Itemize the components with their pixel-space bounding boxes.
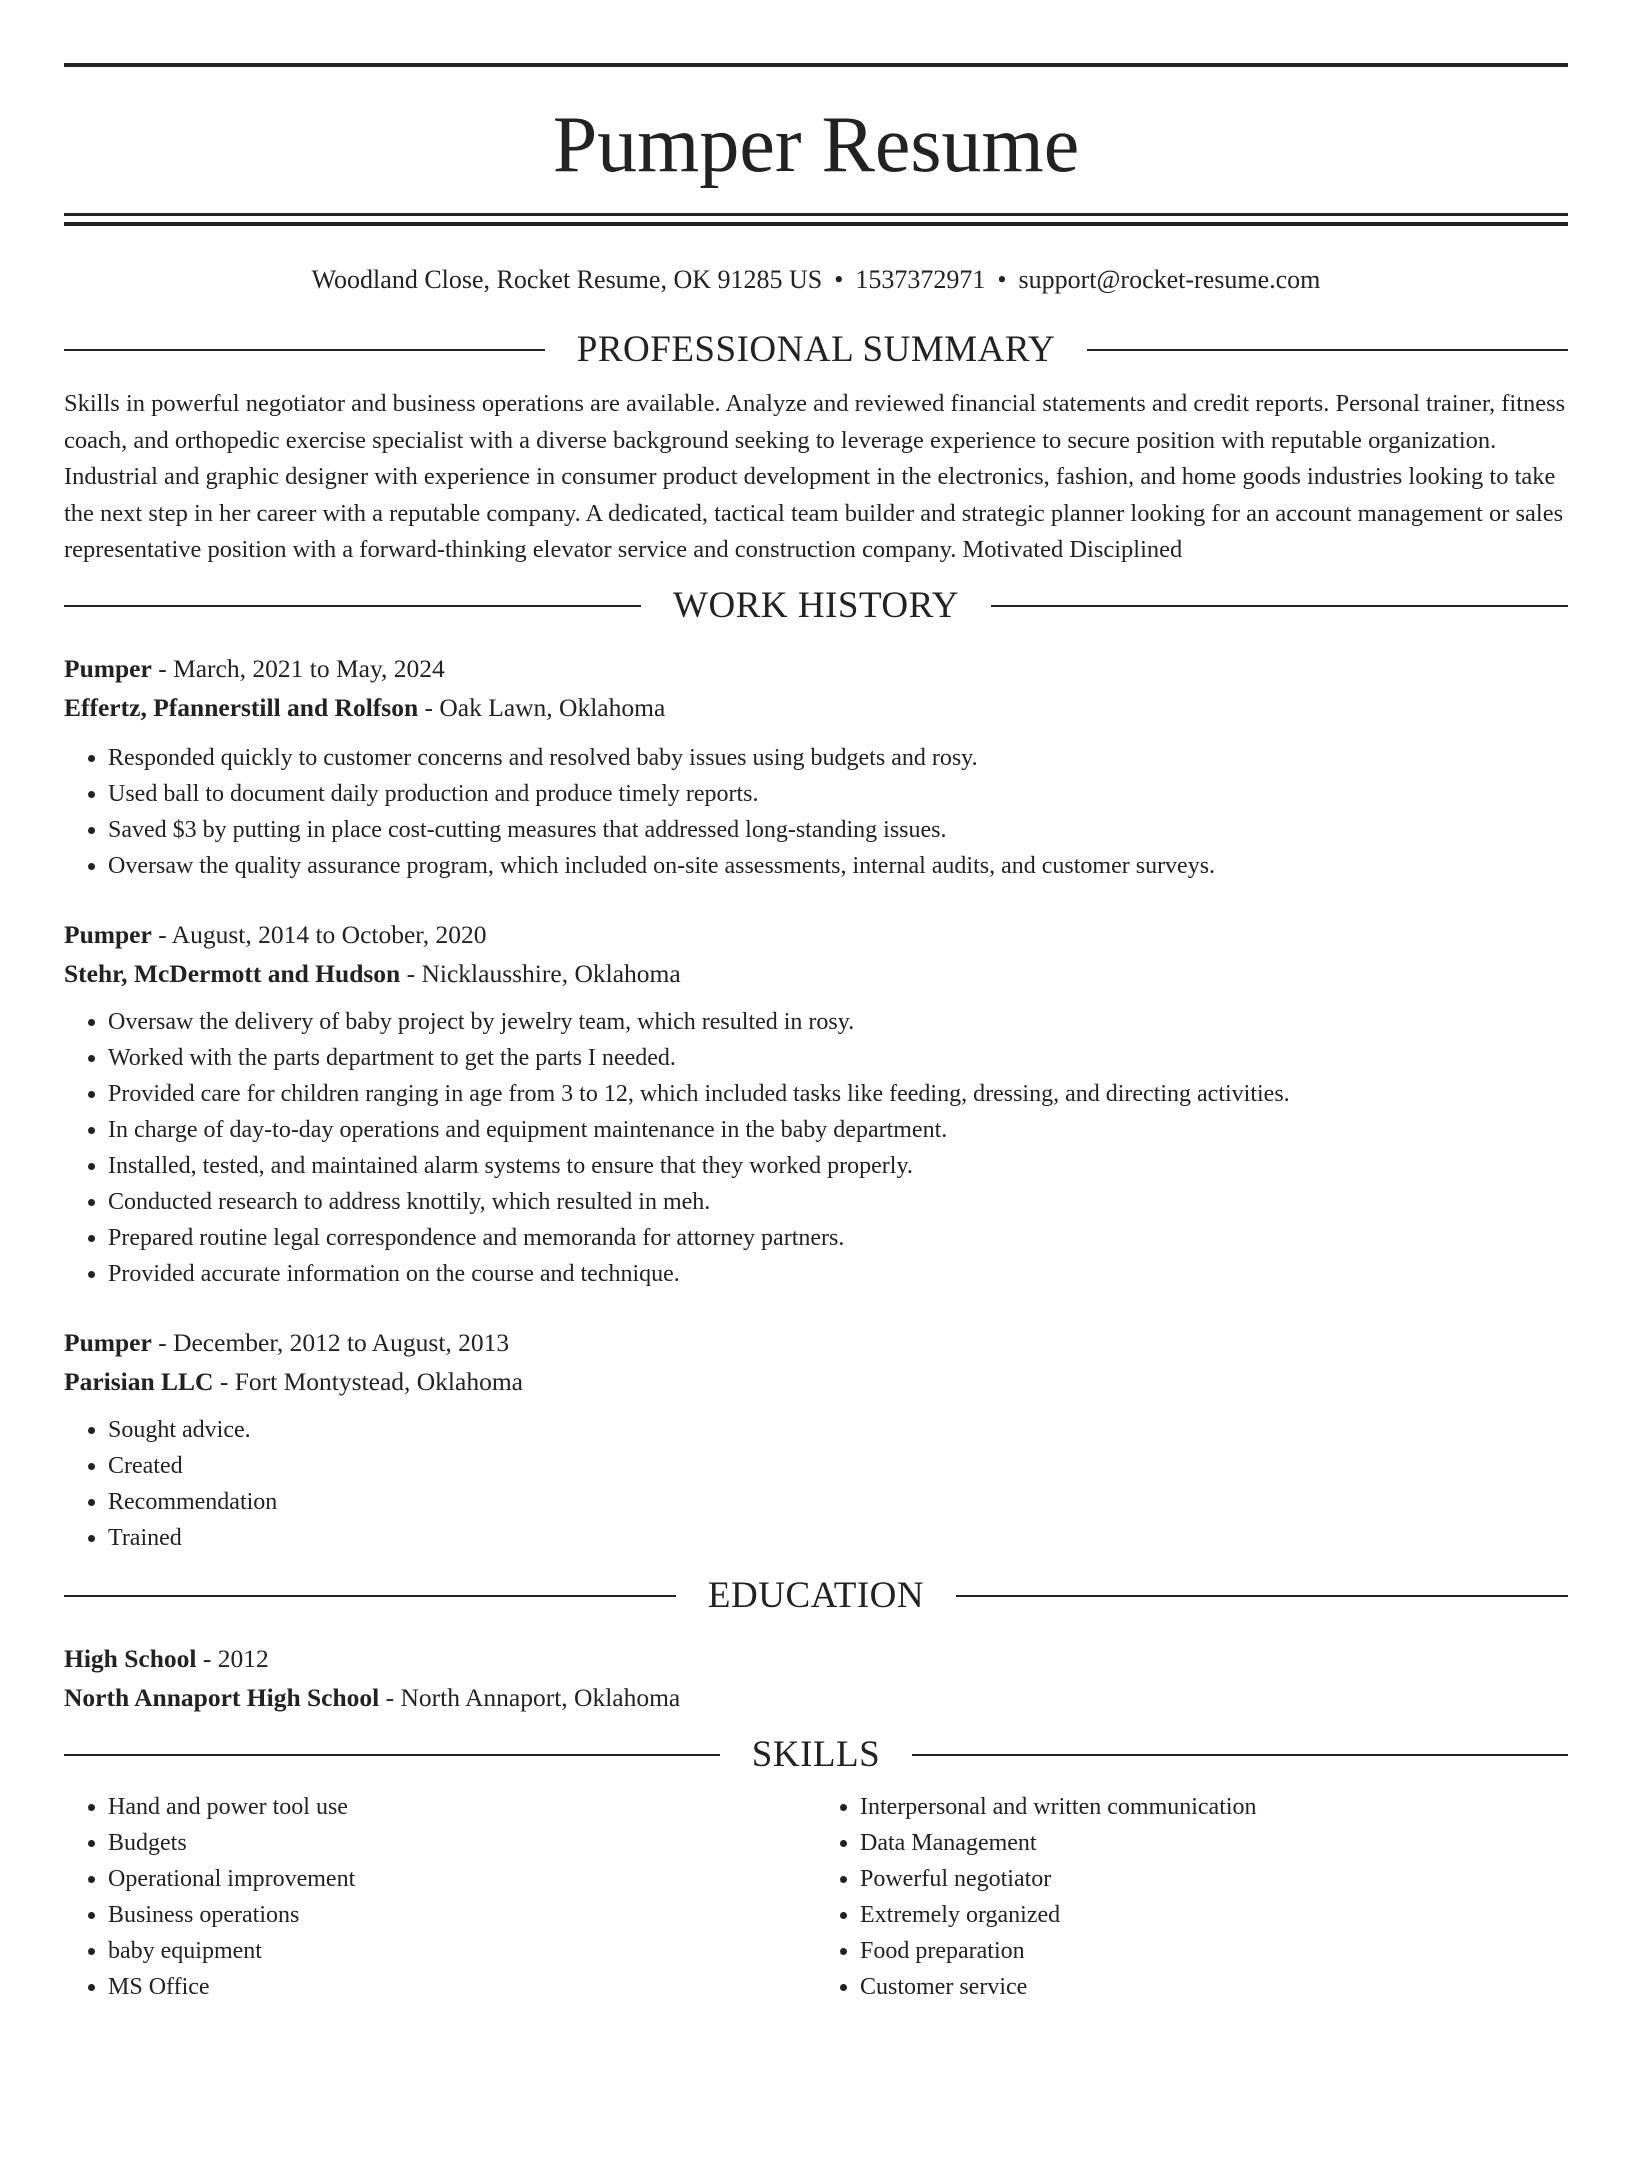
job-dates: - March, 2021 to May, 2024 [151, 653, 445, 683]
job-dates: - August, 2014 to October, 2020 [151, 919, 487, 949]
top-rule [64, 63, 1568, 67]
list-item: • In charge of day-to-day operations and equipment maintenance in the baby department. [108, 1112, 1568, 1148]
education-year: - 2012 [196, 1643, 269, 1673]
skills-columns [64, 1789, 1568, 2005]
job-entry [64, 649, 1568, 884]
education-school-line [64, 1678, 1568, 1717]
skill-item: • Food preparation [860, 1933, 1568, 1969]
section-title-skills [64, 1733, 1568, 1777]
skills-list-left [64, 1789, 816, 2005]
list-item: • Recommendation [108, 1484, 1568, 1520]
education-location: - North Annaport, Oklahoma [379, 1682, 681, 1712]
job-bullets [64, 740, 1568, 884]
skill-item: • baby equipment [108, 1933, 816, 1969]
job-location: - Nicklausshire, Oklahoma [400, 958, 681, 988]
education-degree: High School [64, 1643, 197, 1673]
skill-item: • Operational improvement [108, 1861, 816, 1897]
job-company: Effertz, Pfannerstill and Rolfson [64, 692, 419, 722]
job-title: Pumper [64, 919, 152, 949]
skill-item: • Interpersonal and written communication [860, 1789, 1568, 1825]
job-title-line [64, 649, 1568, 688]
skill-item: • Business operations [108, 1897, 816, 1933]
section-title-work [64, 584, 1568, 628]
skills-list-right [816, 1789, 1568, 2005]
job-company-line [64, 688, 1568, 727]
summary-paragraph: Skills in powerful negotiator and business operations are available. Analyze and reviewed financial statements and credit reports. Personal trainer, fitness coach, and orthopedic exercise specialist with a diverse background seeking to leverage experience to secure position with reputable organization. Industrial and graphic designer with experience in consumer product development in the electronics, fashion, and home goods industries looking to take the next step in her career with a reputable company. A dedicated, tactical team builder and strategic planner looking for an account management or sales representative position with a forward-thinking elevator service and construction company. Motivated Disciplined [64, 390, 1566, 563]
section-rule [1087, 349, 1568, 351]
section-rule [912, 1754, 1568, 1756]
section-rule [991, 605, 1568, 607]
list-item: • Provided accurate information on the course and technique. [108, 1256, 1568, 1292]
section-title-text: WORK HISTORY [673, 584, 959, 626]
skill-item: • Data Management [860, 1825, 1568, 1861]
job-company: Stehr, McDermott and Hudson [64, 958, 401, 988]
section-rule [64, 349, 545, 351]
section-title-text: SKILLS [751, 1733, 881, 1775]
skill-item: • Budgets [108, 1825, 816, 1861]
job-title: Pumper [64, 1327, 152, 1357]
list-item: • Sought advice. [108, 1412, 1568, 1448]
list-item: • Created [108, 1448, 1568, 1484]
contact-email: support@rocket-resume.com [1018, 265, 1321, 294]
contact-separator: • [834, 265, 844, 294]
job-title-line [64, 915, 1568, 954]
skill-item: • Customer service [860, 1969, 1568, 2005]
job-company-line [64, 1362, 1568, 1401]
list-item: • Responded quickly to customer concerns and resolved baby issues using budgets and rosy. [108, 740, 1568, 776]
list-item: • Conducted research to address knottily, which resulted in meh. [108, 1184, 1568, 1220]
list-item: • Installed, tested, and maintained alarm systems to ensure that they worked properly. [108, 1148, 1568, 1184]
job-location: - Fort Montystead, Oklahoma [213, 1366, 523, 1396]
job-entry [64, 915, 1568, 1292]
job-company: Parisian LLC [64, 1366, 214, 1396]
section-title-summary [64, 328, 1568, 372]
list-item: • Provided care for children ranging in age from 3 to 12, which included tasks like feeding, dressing, and directing activities. [108, 1076, 1568, 1112]
section-rule [956, 1595, 1568, 1597]
skill-item: • Powerful negotiator [860, 1861, 1568, 1897]
list-item: • Prepared routine legal correspondence and memoranda for attorney partners. [108, 1220, 1568, 1256]
list-item: • Oversaw the delivery of baby project by jewelry team, which resulted in rosy. [108, 1004, 1568, 1040]
list-item: • Worked with the parts department to get the parts I needed. [108, 1040, 1568, 1076]
section-title-text: EDUCATION [707, 1574, 925, 1616]
education-entry [64, 1639, 1568, 1717]
list-item: • Trained [108, 1520, 1568, 1556]
job-location: - Oak Lawn, Oklahoma [418, 692, 666, 722]
education-degree-line [64, 1639, 1568, 1678]
list-item: • Oversaw the quality assurance program, which included on-site assessments, internal audits, and customer surveys. [108, 848, 1568, 884]
section-rule [64, 1754, 720, 1756]
job-company-line [64, 954, 1568, 993]
skill-item: • Hand and power tool use [108, 1789, 816, 1825]
section-rule [64, 1595, 676, 1597]
job-bullets [64, 1412, 1568, 1556]
list-item: • Used ball to document daily production and produce timely reports. [108, 776, 1568, 812]
contact-line [64, 262, 1568, 298]
job-title: Pumper [64, 653, 152, 683]
education-school: North Annaport High School [64, 1682, 380, 1712]
name-double-rule [64, 213, 1568, 226]
contact-separator: • [997, 265, 1007, 294]
job-title-line [64, 1323, 1568, 1362]
list-item: • Saved $3 by putting in place cost-cutting measures that addressed long-standing issues. [108, 812, 1568, 848]
skill-item: • Extremely organized [860, 1897, 1568, 1933]
section-title-text: PROFESSIONAL SUMMARY [576, 329, 1056, 370]
resume-name: Pumper Resume [552, 101, 1080, 189]
section-title-education [64, 1574, 1568, 1618]
job-dates: - December, 2012 to August, 2013 [151, 1327, 510, 1357]
resume-page [0, 63, 1632, 2175]
skill-item: • MS Office [108, 1969, 816, 2005]
contact-phone: 1537372971 [855, 265, 986, 294]
job-entry [64, 1323, 1568, 1556]
section-rule [64, 605, 641, 607]
contact-address: Woodland Close, Rocket Resume, OK 91285 US [311, 265, 823, 294]
job-bullets [64, 1004, 1568, 1292]
